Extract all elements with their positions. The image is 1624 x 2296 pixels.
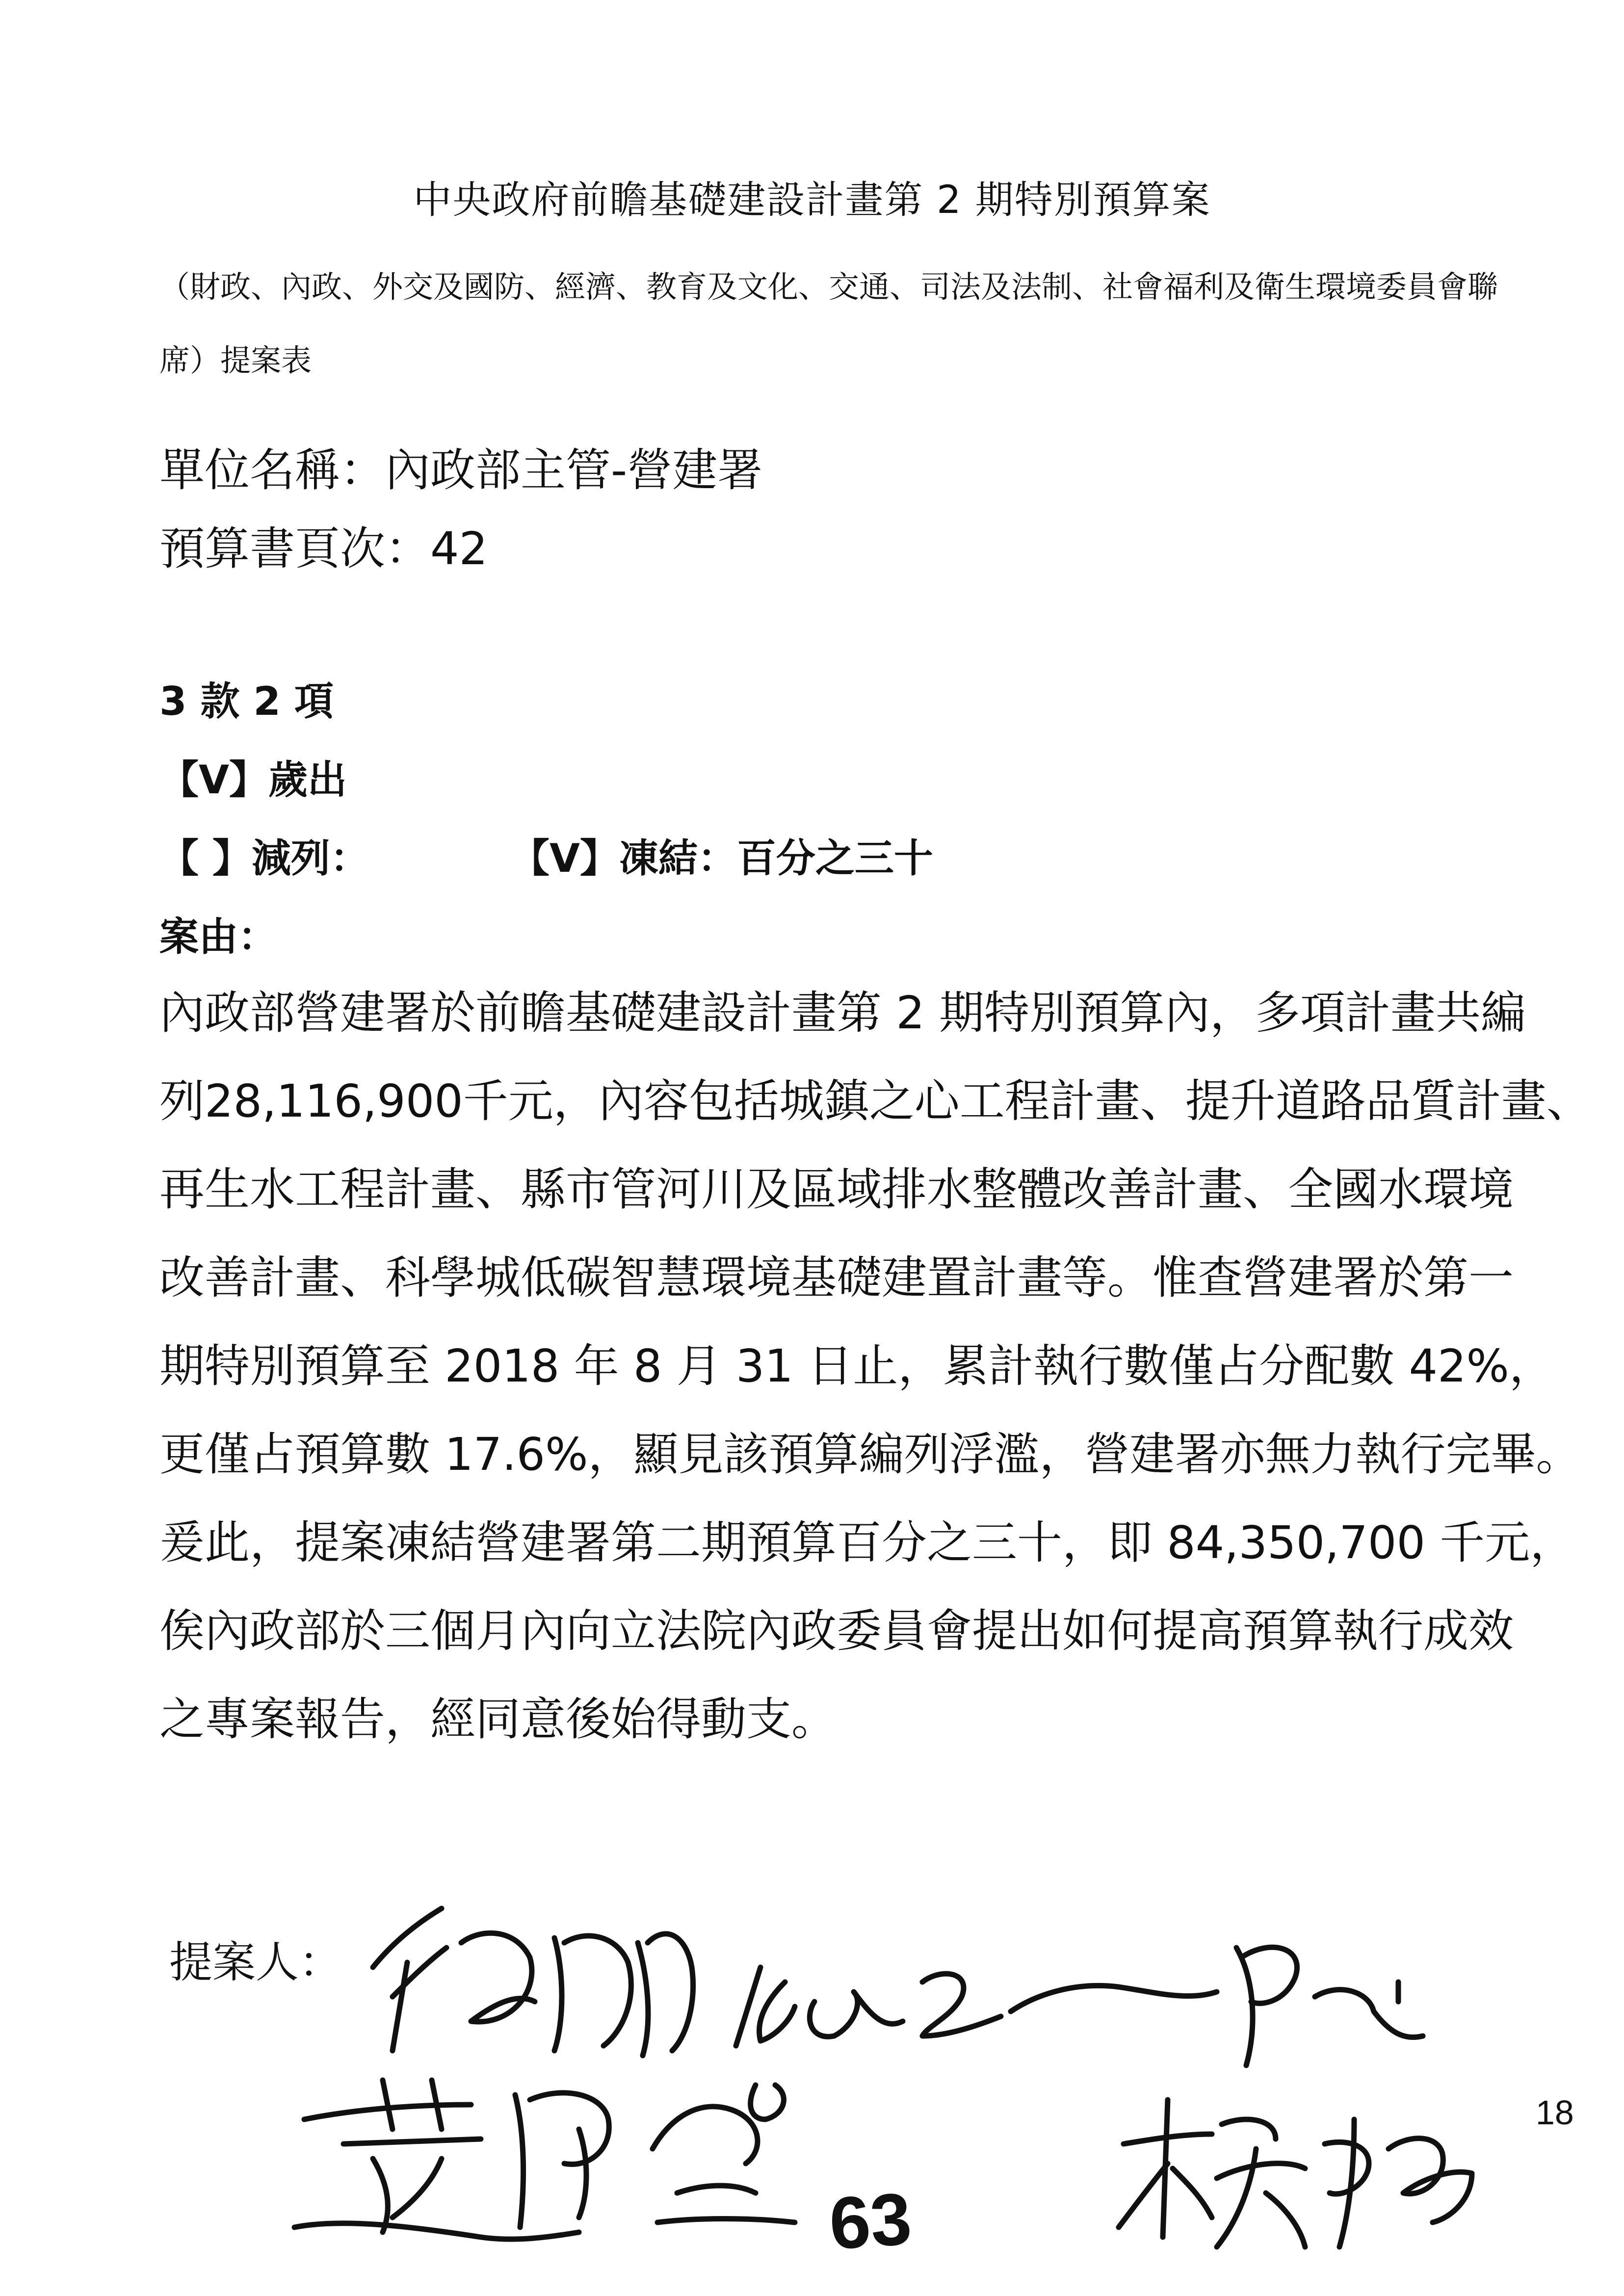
unit-name: 單位名稱：內政部主管-營建署 (159, 444, 763, 496)
signature-number: 63 (826, 2177, 915, 2265)
signature-2 (736, 1947, 1423, 2065)
budget-page: 預算書頁次：42 (159, 522, 488, 575)
reason-line: 俟內政部於三個月內向立法院內政委員會提出如何提高預算執行成效 (159, 1605, 1514, 1657)
reason-line: 更僅占預算數 17.6%，顯見該預算編列浮濫，營建署亦無力執行完畢。 (159, 1428, 1581, 1481)
budget-section: 3 款 2 項 (159, 678, 334, 724)
reason-line: 之專案報告，經同意後始得動支。 (159, 1693, 837, 1746)
signature-1 (373, 1908, 693, 2056)
checkbox-reduce: 【 】減列： (159, 835, 369, 881)
committee-line: （財政、內政、外交及國防、經濟、教育及文化、交通、司法及法制、社會福利及衛生環境委員會聯席）提案表 (159, 269, 1498, 378)
signature-3 (294, 2080, 795, 2239)
checkbox-freeze: 【V】凍結：百分之三十 (510, 835, 933, 881)
reason-label: 案由： (159, 914, 277, 960)
page-number: 18 (1536, 2093, 1574, 2132)
reason-line: 期特別預算至 2018 年 8 月 31 日止，累計執行數僅占分配數 42%， (159, 1340, 1554, 1392)
reason-line: 列28,116,900千元，內容包括城鎮之心工程計畫、提升道路品質計畫、 (159, 1075, 1592, 1127)
reason-line: 再生水工程計畫、縣市管河川及區域排水整體改善計畫、全國水環境 (159, 1163, 1514, 1216)
proposer-label: 提案人： (169, 1937, 342, 1987)
reason-line: 內政部營建署於前瞻基礎建設計畫第 2 期特別預算內，多項計畫共編 (159, 987, 1526, 1039)
signature-4 (1119, 2100, 1472, 2247)
document-title: 中央政府前瞻基礎建設計畫第 2 期特別預算案 (413, 178, 1211, 222)
checkbox-expenditure: 【V】歲出 (159, 757, 347, 803)
reason-line: 爰此，提案凍結營建署第二期預算百分之三十，即 84,350,700 千元， (159, 1516, 1575, 1569)
reason-line: 改善計畫、科學城低碳智慧環境基礎建置計畫等。惟查營建署於第一 (159, 1252, 1514, 1304)
